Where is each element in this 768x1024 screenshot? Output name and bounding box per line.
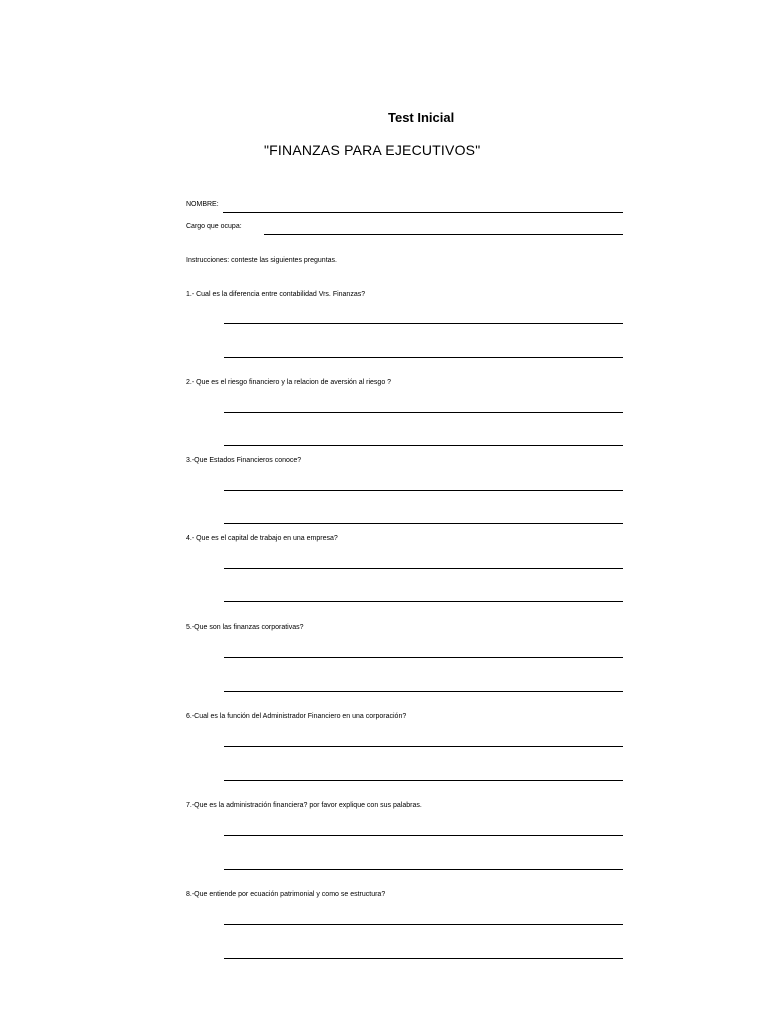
answer-line-7a[interactable] — [224, 835, 623, 836]
answer-line-2b[interactable] — [224, 445, 623, 446]
answer-line-8a[interactable] — [224, 924, 623, 925]
cargo-label: Cargo que ocupa: — [186, 223, 242, 230]
answer-line-7b[interactable] — [224, 869, 623, 870]
answer-line-5a[interactable] — [224, 657, 623, 658]
question-6: 6.-Cual es la función del Administrador Financiero en una corporación? — [186, 713, 407, 720]
answer-line-1b[interactable] — [224, 357, 623, 358]
answer-line-6b[interactable] — [224, 780, 623, 781]
document-subtitle: "FINANZAS PARA EJECUTIVOS" — [264, 142, 481, 158]
answer-line-5b[interactable] — [224, 691, 623, 692]
nombre-label: NOMBRE: — [186, 201, 219, 208]
answer-line-1a[interactable] — [224, 323, 623, 324]
answer-line-2a[interactable] — [224, 412, 623, 413]
nombre-answer-line[interactable] — [223, 212, 623, 213]
question-1: 1.- Cual es la diferencia entre contabilidad Vrs. Finanzas? — [186, 291, 366, 298]
question-2: 2.- Que es el riesgo financiero y la relacion de aversión al riesgo ? — [186, 379, 392, 386]
answer-line-4a[interactable] — [224, 568, 623, 569]
question-7: 7.-Que es la administración financiera? por favor explique con sus palabras. — [186, 802, 422, 809]
document-title: Test Inicial — [388, 110, 455, 125]
answer-line-6a[interactable] — [224, 746, 623, 747]
answer-line-8b[interactable] — [224, 958, 623, 959]
question-5: 5.-Que son las finanzas corporativas? — [186, 624, 304, 631]
question-4: 4.- Que es el capital de trabajo en una empresa? — [186, 535, 338, 542]
instructions-text: Instrucciones: conteste las siguientes preguntas. — [186, 257, 337, 264]
question-3: 3.-Que Estados Financieros conoce? — [186, 457, 302, 464]
answer-line-3b[interactable] — [224, 523, 623, 524]
cargo-answer-line[interactable] — [264, 234, 623, 235]
answer-line-3a[interactable] — [224, 490, 623, 491]
answer-line-4b[interactable] — [224, 601, 623, 602]
question-8: 8.-Que entiende por ecuación patrimonial y como se estructura? — [186, 891, 386, 898]
